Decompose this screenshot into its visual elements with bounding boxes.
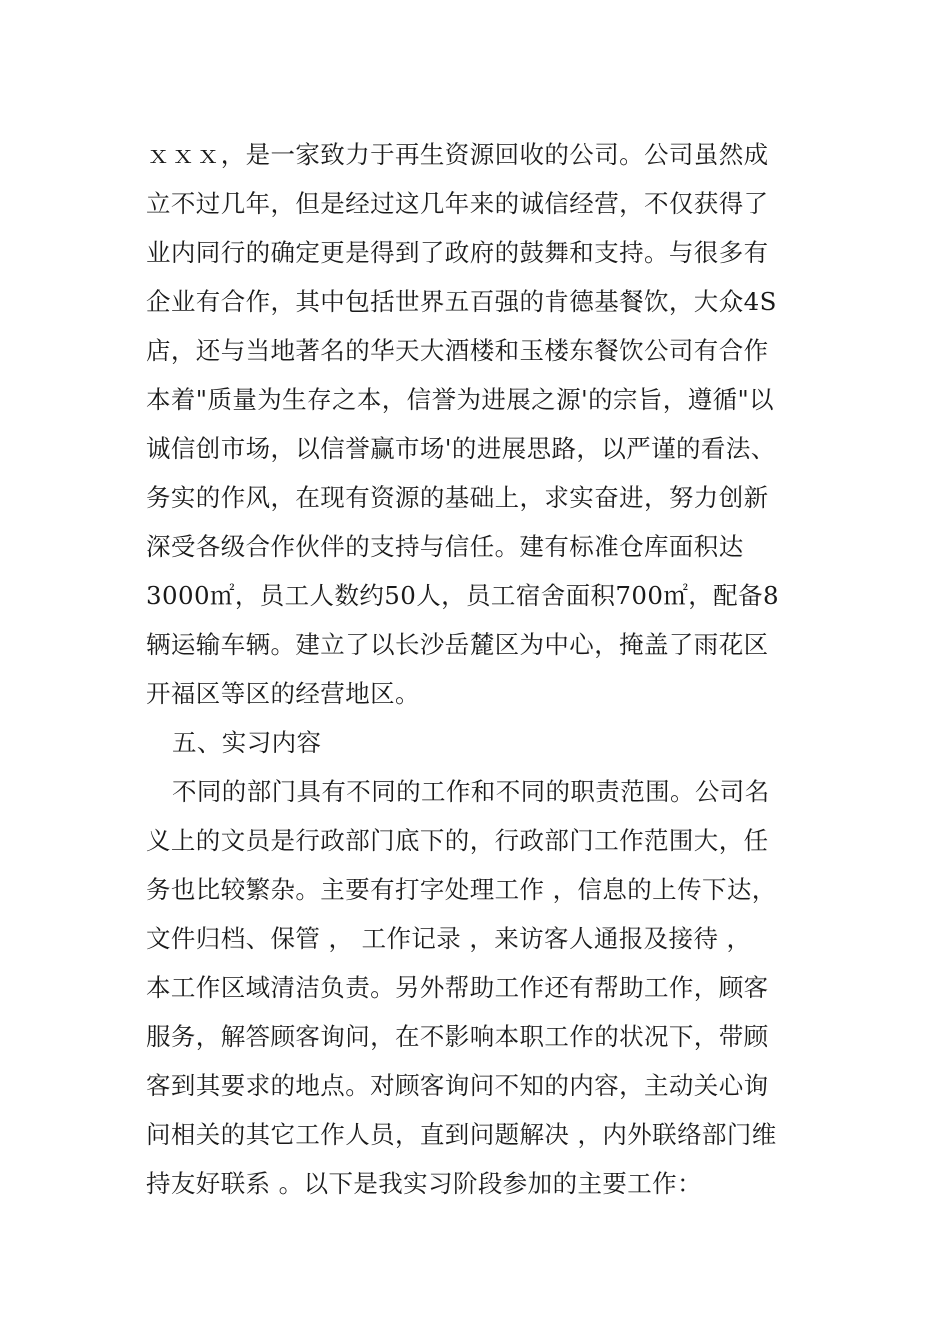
text-line: 本着"质量为生存之本，信誉为进展之源'的宗旨，遵循"以 [146,385,775,414]
text-line: 深受各级合作伙伴的支持与信任。建有标准仓库面积达 [146,532,744,561]
text-line: 3000㎡，员工人数约50人，员工宿舍面积700㎡，配备8 [146,581,779,610]
company-intro-paragraph [146,130,806,718]
text-line: 持友好联系 。以下是我实习阶段参加的主要工作： [146,1169,702,1198]
document-page [146,130,806,1208]
text-line: ｘｘｘ，是一家致力于再生资源回收的公司。公司虽然成 [146,140,769,169]
text-line: 本工作区域清洁负责。另外帮助工作还有帮助工作，顾客 [146,973,769,1002]
text-line: 务实的作风，在现有资源的基础上，求实奋进，努力创新 [146,483,769,512]
text-line: 务也比较繁杂。主要有打字处理工作 ，信息的上传下达， [146,875,777,904]
text-line: 立不过几年，但是经过这几年来的诚信经营，不仅获得了 [146,189,769,218]
text-line: 辆运输车辆。建立了以长沙岳麓区为中心，掩盖了雨花区 [146,630,769,659]
text-line: 业内同行的确定更是得到了政府的鼓舞和支持。与很多有 [146,238,769,267]
text-line: 开福区等区的经营地区。 [146,679,420,708]
text-line: 不同的部门具有不同的工作和不同的职责范围。公司名 [172,777,770,806]
text-line: 问相关的其它工作人员，直到问题解决 ，内外联络部门维 [146,1120,777,1149]
text-line: 店，还与当地著名的华天大酒楼和玉楼东餐饮公司有合作 [146,336,769,365]
text-line: 文件归档、保管 ， 工作记录 ，来访客人通报及接待 ， [146,924,752,953]
text-line: 企业有合作，其中包括世界五百强的肯德基餐饮，大众4S [146,287,777,316]
text-line: 诚信创市场，以信誉赢市场'的进展思路，以严谨的看法、 [146,434,776,463]
internship-content-paragraph [146,767,806,1208]
section-heading: 五、实习内容 [172,728,322,757]
text-line: 服务，解答顾客询问，在不影响本职工作的状况下，带顾 [146,1022,769,1051]
text-line: 义上的文员是行政部门底下的，行政部门工作范围大，任 [146,826,769,855]
text-line: 客到其要求的地点。对顾客询问不知的内容，主动关心询 [146,1071,769,1100]
